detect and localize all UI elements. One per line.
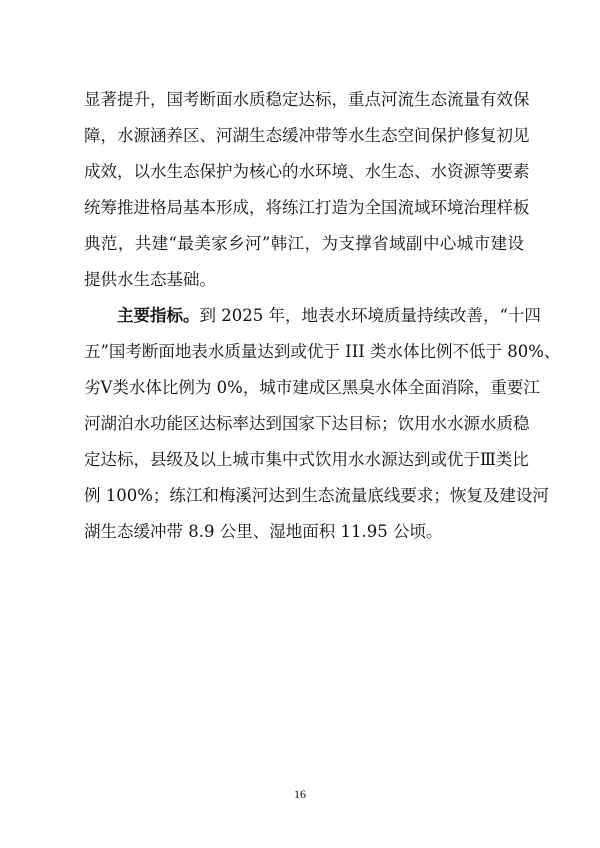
text-line: 湖生态缓冲带 8.9 公里、湿地面积 11.95 公顷。	[84, 522, 443, 541]
page-number: 16	[294, 787, 306, 801]
text-line: 定达标，县级及以上城市集中式饮用水水源达到或优于Ⅲ类比	[84, 450, 529, 469]
text-line: 统筹推进格局基本形成，将练江打造为全国流域环境治理样板	[84, 198, 530, 217]
text-span: 到 2025 年，地表水环境质量持续改善，“十四	[199, 306, 541, 325]
text-line: 例 100%；练江和梅溪河达到生态流量底线要求；恢复及建设河	[84, 486, 549, 505]
text-line: 典范，共建“最美家乡河”韩江，为支撑省域副中心城市建设	[84, 234, 524, 253]
section-heading: 主要指标。	[117, 306, 200, 325]
text-line-first	[117, 306, 541, 326]
text-line: 成效，以水生态保护为核心的水环境、水生态、水资源等要素	[84, 162, 530, 181]
text-line: 五”国考断面地表水质量达到或优于 III 类水体比例不低于 80%、	[84, 342, 561, 361]
text-line: 河湖泊水功能区达标率达到国家下达目标；饮用水水源水质稳	[84, 414, 530, 433]
text-line: 劣Ⅴ类水体比例为 0%，城市建成区黑臭水体全面消除，重要江	[84, 378, 540, 397]
text-line: 显著提升，国考断面水质稳定达标，重点河流生态流量有效保	[84, 90, 530, 109]
text-line: 障，水源涵养区、河湖生态缓冲带等水生态空间保护修复初见	[84, 126, 530, 145]
text-line: 提供水生态基础。	[84, 270, 216, 289]
